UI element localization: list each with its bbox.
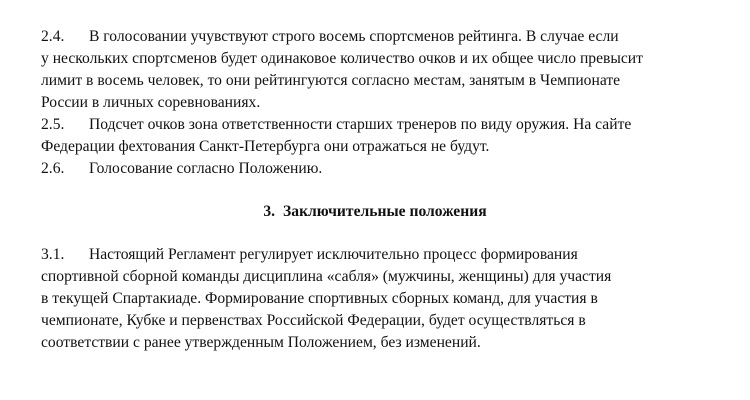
paragraph-text: В голосовании учувствуют строго восемь спортсменов рейтинга. В случае если bbox=[89, 28, 619, 45]
paragraph-3-1-line-1 bbox=[41, 244, 578, 266]
paragraph-number-2-6: 2.6. bbox=[41, 160, 65, 177]
paragraph-text: Подсчет очков зона ответственности старших тренеров по виду оружия. На сайте bbox=[89, 116, 632, 133]
paragraph-3-1-line-5: соответствии с ранее утвержденным Положением, без изменений. bbox=[41, 334, 481, 351]
paragraph-2-4-line-2: у нескольких спортсменов будет одинаковое количество очков и их общее число превысит bbox=[41, 50, 643, 67]
paragraph-3-1-line-2: спортивной сборной команды дисциплина «сабля» (мужчины, женщины) для участия bbox=[41, 268, 612, 285]
paragraph-number-2-5: 2.5. bbox=[41, 116, 65, 133]
paragraph-2-5-line-2: Федерации фехтования Санкт-Петербурга они отражаться не будут. bbox=[41, 138, 490, 155]
paragraph-number-3-1: 3.1. bbox=[41, 246, 65, 263]
paragraph-number-2-4: 2.4. bbox=[41, 28, 65, 45]
section-number: 3. bbox=[263, 203, 276, 220]
paragraph-3-1-line-3: в текущей Спартакиаде. Формирование спортивных сборных команд, для участия в bbox=[41, 290, 598, 307]
paragraph-text: Голосование согласно Положению. bbox=[89, 160, 323, 177]
paragraph-2-4-line-3: лимит в восемь человек, то они рейтингуются согласно местам, занятым в Чемпионате bbox=[41, 72, 621, 89]
paragraph-2-4-line-1 bbox=[41, 26, 619, 48]
section-heading-3 bbox=[0, 201, 750, 223]
paragraph-2-4-line-4: России в личных соревнованиях. bbox=[41, 94, 261, 111]
paragraph-text: Настоящий Регламент регулирует исключительно процесс формирования bbox=[89, 246, 578, 263]
paragraph-3-1-line-4: чемпионате, Кубке и первенствах Российской Федерации, будет осуществляться в bbox=[41, 312, 586, 329]
section-title: Заключительные положения bbox=[283, 203, 487, 220]
paragraph-2-6-line-1 bbox=[41, 158, 322, 180]
paragraph-2-5-line-1 bbox=[41, 114, 631, 136]
